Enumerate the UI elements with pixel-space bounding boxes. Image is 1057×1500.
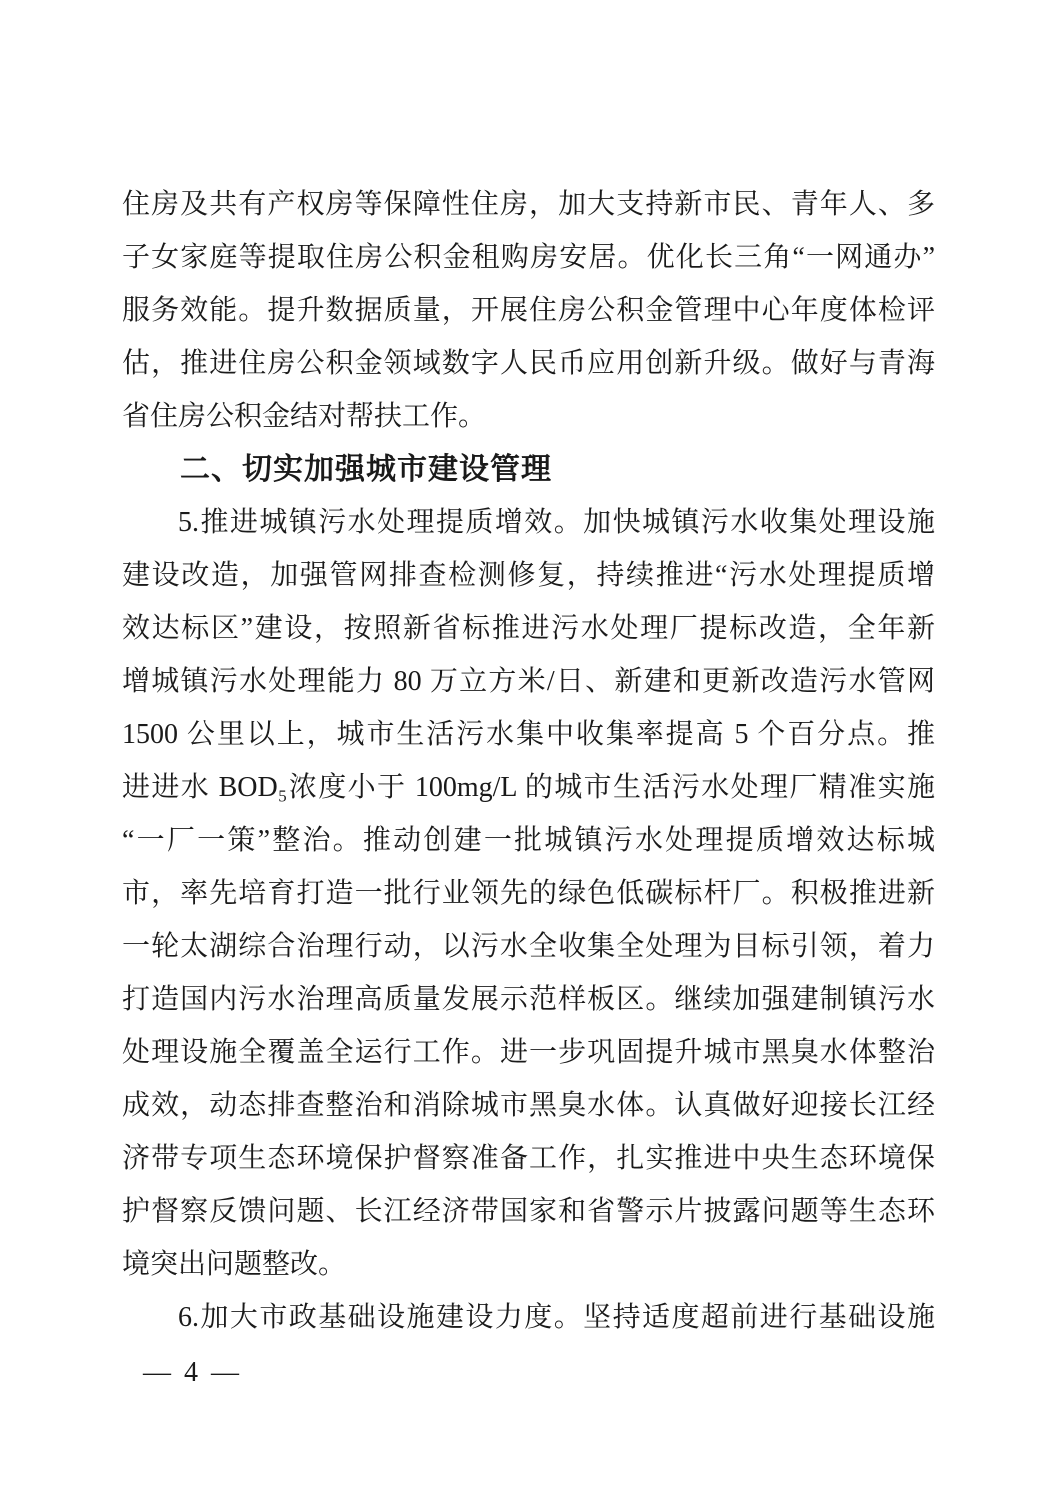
- text-line: 增城镇污水处理能力 80 万立方米/日、新建和更新改造污水管网: [122, 666, 935, 697]
- page-number: — 4 —: [143, 1357, 242, 1388]
- text-line: 处理设施全覆盖全运行工作。进一步巩固提升城市黑臭水体整治: [122, 1037, 935, 1068]
- text-line: 5.推进城镇污水处理提质增效。加快城镇污水收集处理设施: [178, 507, 935, 538]
- text-line: 6.加大市政基础设施建设力度。坚持适度超前进行基础设施: [178, 1302, 935, 1333]
- text-line: 境突出问题整改。: [122, 1249, 347, 1280]
- text-line: 效达标区”建设，按照新省标推进污水处理厂提标改造，全年新: [122, 613, 935, 644]
- section-heading: 二、切实加强城市建设管理: [180, 453, 552, 486]
- text-line: 打造国内污水治理高质量发展示范样板区。继续加强建制镇污水: [122, 984, 935, 1015]
- text-line: 成效，动态排查整治和消除城市黑臭水体。认真做好迎接长江经: [122, 1090, 935, 1121]
- text-line: 济带专项生态环境保护督察准备工作，扎实推进中央生态环境保: [122, 1143, 935, 1174]
- text-line: 住房及共有产权房等保障性住房，加大支持新市民、青年人、多: [122, 189, 935, 220]
- document-body: [122, 178, 935, 1344]
- text-line: 子女家庭等提取住房公积金租购房安居。优化长三角“一网通办”: [122, 242, 935, 273]
- text-line: “一厂一策”整治。推动创建一批城镇污水处理提质增效达标城: [122, 825, 935, 856]
- text-line: 省住房公积金结对帮扶工作。: [122, 401, 487, 432]
- text-line: 1500 公里以上，城市生活污水集中收集率提高 5 个百分点。推: [122, 719, 935, 750]
- text-line: 建设改造，加强管网排查检测修复，持续推进“污水处理提质增: [122, 560, 935, 591]
- text-line: 进进水 BOD₅浓度小于 100mg/L 的城市生活污水处理厂精准实施: [122, 772, 935, 803]
- text-line: 护督察反馈问题、长江经济带国家和省警示片披露问题等生态环: [122, 1196, 935, 1227]
- text-line: 一轮太湖综合治理行动，以污水全收集全处理为目标引领，着力: [122, 931, 935, 962]
- text-line: 市，率先培育打造一批行业领先的绿色低碳标杆厂。积极推进新: [122, 878, 935, 909]
- text-line: 服务效能。提升数据质量，开展住房公积金管理中心年度体检评: [122, 295, 935, 326]
- text-line: 估，推进住房公积金领域数字人民币应用创新升级。做好与青海: [122, 348, 935, 379]
